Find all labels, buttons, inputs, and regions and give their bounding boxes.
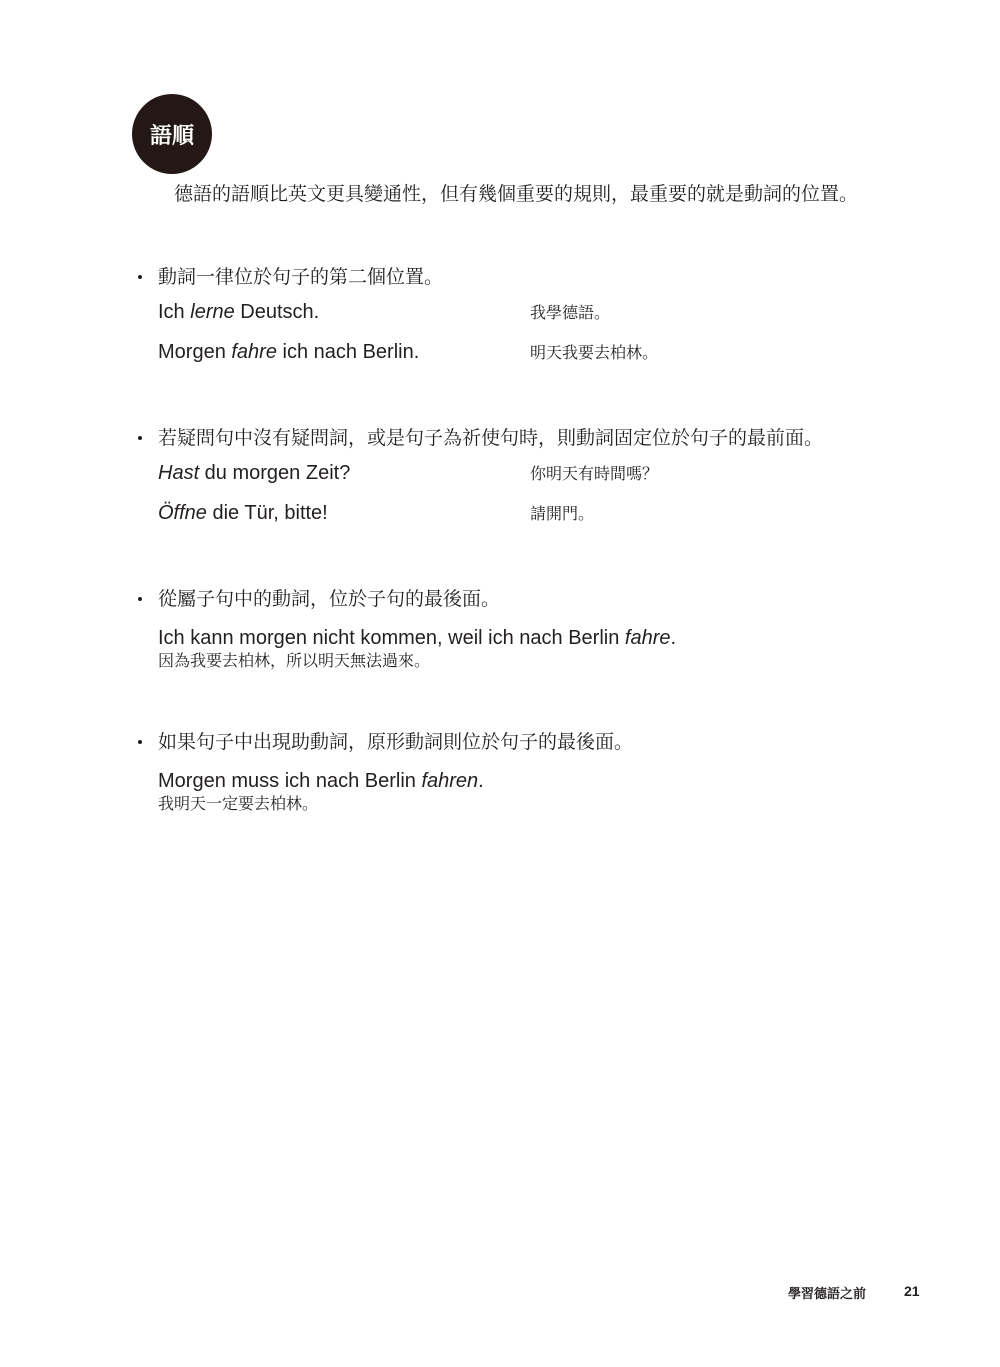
rule-heading: [138, 584, 878, 614]
rule-heading: [138, 423, 878, 453]
footer-chapter-title: 學習德語之前: [788, 1287, 867, 1302]
rule-text: 如果句子中出現助動詞，原形動詞則位於句子的最後面。: [158, 731, 634, 753]
german-text: die Tür, bitte!: [206, 502, 328, 524]
german-text: Ich: [158, 301, 191, 323]
verb-highlight: fahren: [421, 770, 479, 792]
page-number: 21: [904, 1283, 920, 1299]
verb-highlight: Öffne: [158, 502, 207, 524]
section-badge: [132, 94, 212, 174]
rule-text: 從屬子句中的動詞，位於子句的最後面。: [158, 588, 501, 610]
example-row: [158, 332, 878, 372]
rule-item: [138, 727, 878, 815]
rule-item: [138, 423, 878, 533]
verb-highlight: Hast: [158, 462, 200, 484]
german-text: .: [478, 770, 484, 792]
example-row: [158, 453, 878, 493]
rule-heading: [138, 727, 878, 757]
bullet-icon: [138, 740, 142, 744]
example-block: [158, 769, 878, 815]
chinese-translation: 明天我要去柏林。: [530, 343, 659, 362]
german-example: [158, 299, 319, 325]
example-row: [158, 292, 878, 332]
german-text: .: [670, 627, 677, 649]
german-text: Morgen muss ich nach Berlin: [158, 770, 422, 792]
section-intro: 德語的語順比英文更具變通性，但有幾個重要的規則，最重要的就是動詞的位置。: [174, 183, 859, 205]
bullet-icon: [138, 597, 142, 601]
verb-highlight: lerne: [190, 301, 235, 323]
german-example: [158, 626, 878, 650]
rule-text: 若疑問句中沒有疑問詞，或是句子為祈使句時，則動詞固定位於句子的最前面。: [158, 427, 824, 449]
chinese-translation: 我學德語。: [530, 303, 611, 322]
example-row: [158, 493, 878, 533]
chinese-translation: 因為我要去柏林，所以明天無法過來。: [158, 651, 431, 670]
chinese-translation: 我明天一定要去柏林。: [158, 794, 319, 813]
rule-item: [138, 584, 878, 672]
bullet-icon: [138, 275, 142, 279]
german-example: [158, 769, 878, 793]
german-text: Deutsch.: [234, 301, 320, 323]
german-text: Ich kann morgen nicht kommen, weil ich nach Berlin: [158, 627, 625, 649]
verb-highlight: fahre: [624, 627, 671, 649]
german-example: [158, 460, 350, 486]
german-text: du morgen Zeit?: [199, 462, 351, 484]
german-text: ich nach Berlin.: [276, 341, 420, 363]
section-badge-label: 語順: [149, 123, 194, 149]
bullet-icon: [138, 436, 142, 440]
rule-text: 動詞一律位於句子的第二個位置。: [158, 266, 444, 288]
rule-heading: [138, 262, 878, 292]
german-example: [158, 500, 328, 526]
example-block: [158, 626, 878, 672]
chinese-translation: 你明天有時間嗎？: [530, 464, 659, 483]
chinese-translation: 請開門。: [530, 504, 595, 523]
german-text: Morgen: [158, 341, 232, 363]
verb-highlight: fahre: [231, 341, 277, 363]
rule-item: [138, 262, 878, 372]
german-example: [158, 339, 419, 365]
